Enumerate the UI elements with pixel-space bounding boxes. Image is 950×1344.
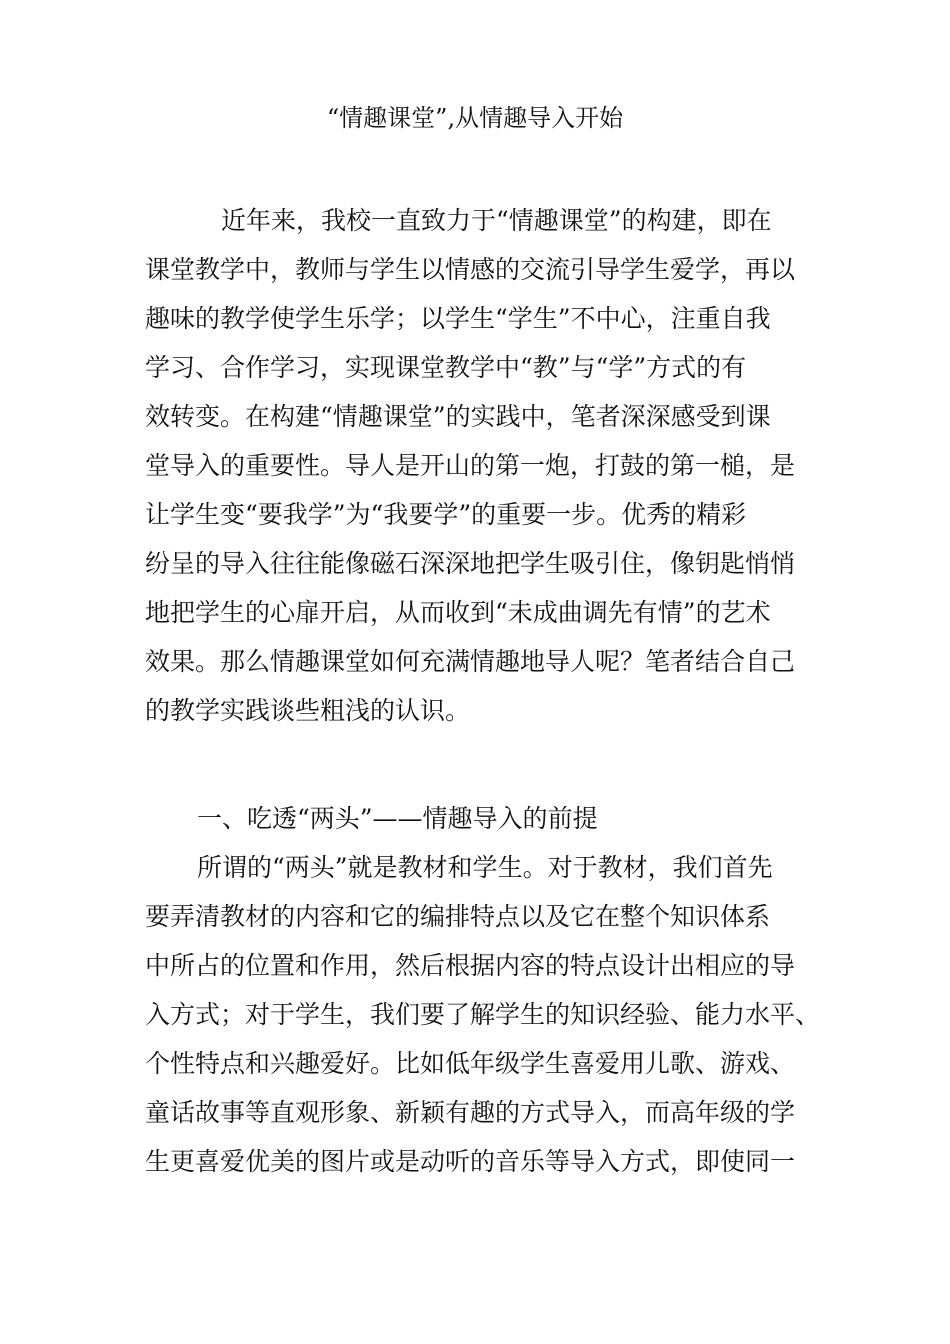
text-line: 效果。那么情趣课堂如何充满情趣地导人呢？笔者结合自己 <box>145 647 796 676</box>
text-line: 中所占的位置和作用，然后根据内容的特点设计出相应的导 <box>145 951 796 980</box>
text-line: 课堂教学中，教师与学生以情感的交流引导学生爱学，再以 <box>145 255 796 284</box>
text-line: 所谓的“两头”就是教材和学生。对于教材，我们首先 <box>197 853 773 882</box>
text-line: 趣味的教学使学生乐学；以学生“学生”不中心，注重自我 <box>145 304 771 333</box>
paragraph-intro <box>145 196 825 735</box>
text-line: 生更喜爱优美的图片或是动听的音乐等导入方式，即使同一 <box>145 1147 796 1176</box>
text-line: 让学生变“要我学”为“我要学”的重要一步。优秀的精彩 <box>145 500 747 529</box>
text-line: 近年来，我校一直致力于“情趣课堂”的构建，即在 <box>221 206 772 235</box>
text-line: 的教学实践谈些粗浅的认识。 <box>145 696 471 725</box>
section-heading-block <box>145 794 825 843</box>
text-line: 地把学生的心扉开启，从而收到“未成曲调先有情”的艺术 <box>145 598 771 627</box>
text-line: 童话故事等直观形象、新颖有趣的方式导入，而高年级的学 <box>145 1098 796 1127</box>
text-line: 堂导入的重要性。导人是开山的第一炮，打鼓的第一槌，是 <box>145 451 796 480</box>
text-line: 要弄清教材的内容和它的编排特点以及它在整个知识体系 <box>145 902 771 931</box>
text-line: 学习、合作学习，实现课堂教学中“教”与“学”方式的有 <box>145 353 747 382</box>
document-title: “情趣课堂”,从情趣导入开始 <box>326 104 624 132</box>
section-heading: 一、吃透“两头”——情趣导入的前提 <box>197 804 598 833</box>
text-line: 个性特点和兴趣爱好。比如低年级学生喜爱用儿歌、游戏、 <box>145 1049 796 1078</box>
text-line: 效转变。在构建“情趣课堂”的实践中，笔者深深感受到课 <box>145 402 771 431</box>
text-line: 入方式；对于学生，我们要了解学生的知识经验、能力水平、 <box>145 1000 821 1029</box>
text-line: 纷呈的导入往往能像磁石深深地把学生吸引住，像钥匙悄悄 <box>145 549 796 578</box>
paragraph-section-one <box>145 843 825 1186</box>
